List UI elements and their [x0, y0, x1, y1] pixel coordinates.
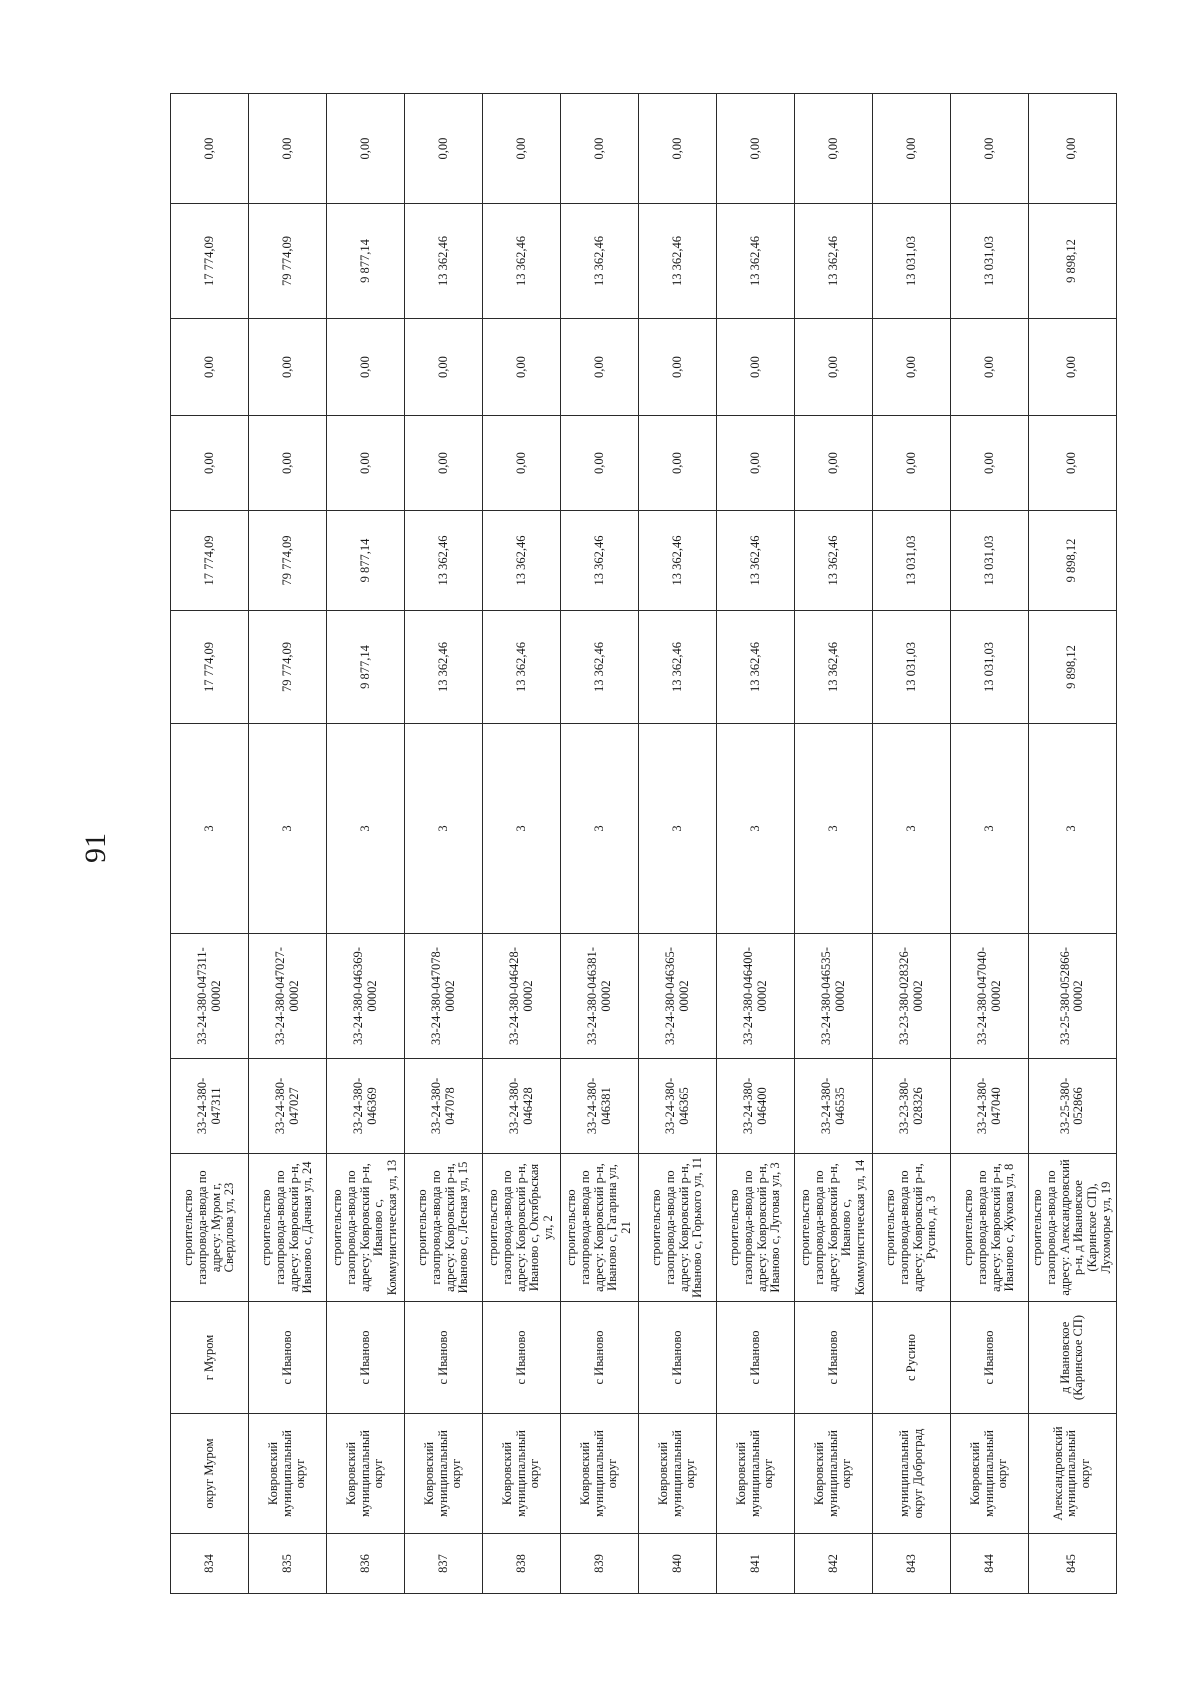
amount-e-cell: 13 031,03: [873, 204, 951, 319]
category-cell: 3: [327, 724, 405, 934]
amount-c-cell: 0,00: [483, 416, 561, 511]
category-cell: 3: [561, 724, 639, 934]
amount-c-cell: 0,00: [873, 416, 951, 511]
amount-funded-cell: 9 898,12: [1029, 511, 1117, 611]
amount-total-cell: 9 877,14: [327, 611, 405, 724]
locality-cell: с Иваново: [405, 1302, 483, 1414]
category-cell: 3: [873, 724, 951, 934]
amount-funded-cell: 13 362,46: [561, 511, 639, 611]
row-number-cell: 838: [483, 1534, 561, 1594]
cadastral-number-cell: 33-24-380-046365: [639, 1059, 717, 1154]
locality-cell: г Муром: [171, 1302, 249, 1414]
amount-d-cell: 0,00: [405, 319, 483, 416]
district-cell: Ковровский муниципальный округ: [249, 1414, 327, 1534]
amount-funded-cell: 13 362,46: [717, 511, 795, 611]
amount-f-cell: 0,00: [171, 94, 249, 204]
object-id-cell: 33-24-380-046365-00002: [639, 934, 717, 1059]
object-id-cell: 33-24-380-047027-00002: [249, 934, 327, 1059]
amount-e-cell: 79 774,09: [249, 204, 327, 319]
category-cell: 3: [405, 724, 483, 934]
amount-f-cell: 0,00: [249, 94, 327, 204]
district-cell: Ковровский муниципальный округ: [717, 1414, 795, 1534]
amount-f-cell: 0,00: [873, 94, 951, 204]
cadastral-number-cell: 33-23-380-028326: [873, 1059, 951, 1154]
object-id-cell: 33-24-380-047311-00002: [171, 934, 249, 1059]
cadastral-number-cell: 33-24-380-046428: [483, 1059, 561, 1154]
amount-total-cell: 13 031,03: [951, 611, 1029, 724]
amount-funded-cell: 13 362,46: [639, 511, 717, 611]
cadastral-number-cell: 33-24-380-046535: [795, 1059, 873, 1154]
amount-c-cell: 0,00: [795, 416, 873, 511]
amount-c-cell: 0,00: [639, 416, 717, 511]
table-row: [1029, 94, 1117, 1594]
amount-d-cell: 0,00: [249, 319, 327, 416]
amount-c-cell: 0,00: [717, 416, 795, 511]
amount-c-cell: 0,00: [249, 416, 327, 511]
district-cell: Ковровский муниципальный округ: [639, 1414, 717, 1534]
amount-d-cell: 0,00: [483, 319, 561, 416]
district-cell: Ковровский муниципальный округ: [561, 1414, 639, 1534]
table-container: [170, 94, 1113, 1594]
amount-funded-cell: 17 774,09: [171, 511, 249, 611]
amount-f-cell: 0,00: [561, 94, 639, 204]
cadastral-number-cell: 33-24-380-047040: [951, 1059, 1029, 1154]
amount-e-cell: 13 362,46: [483, 204, 561, 319]
row-number-cell: 839: [561, 1534, 639, 1594]
category-cell: 3: [1029, 724, 1117, 934]
amount-c-cell: 0,00: [951, 416, 1029, 511]
table-row: [561, 94, 639, 1594]
amount-d-cell: 0,00: [951, 319, 1029, 416]
amount-e-cell: 17 774,09: [171, 204, 249, 319]
amount-d-cell: 0,00: [327, 319, 405, 416]
table-row: [639, 94, 717, 1594]
work-description-cell: строительство газопровода-ввода по адресу: Ковровский р-н, Иваново с, Лесная ул, 15: [405, 1154, 483, 1302]
district-cell: Александровский муниципальный округ: [1029, 1414, 1117, 1534]
cadastral-number-cell: 33-24-380-046381: [561, 1059, 639, 1154]
amount-funded-cell: 9 877,14: [327, 511, 405, 611]
work-description-cell: строительство газопровода-ввода по адресу: Муром г, Свердлова ул, 23: [171, 1154, 249, 1302]
cadastral-number-cell: 33-24-380-046400: [717, 1059, 795, 1154]
work-description-cell: строительство газопровода-ввода по адресу: Ковровский р-н, Иваново с, Луговая ул, 3: [717, 1154, 795, 1302]
category-cell: 3: [483, 724, 561, 934]
cadastral-number-cell: 33-25-380-052866: [1029, 1059, 1117, 1154]
amount-c-cell: 0,00: [171, 416, 249, 511]
category-cell: 3: [717, 724, 795, 934]
category-cell: 3: [171, 724, 249, 934]
amount-d-cell: 0,00: [171, 319, 249, 416]
table-row: [717, 94, 795, 1594]
category-cell: 3: [249, 724, 327, 934]
data-table: [170, 93, 1117, 1594]
cadastral-number-cell: 33-24-380-047311: [171, 1059, 249, 1154]
table-row: [873, 94, 951, 1594]
district-cell: Ковровский муниципальный округ: [795, 1414, 873, 1534]
table-row: [951, 94, 1029, 1594]
object-id-cell: 33-24-380-047040-00002: [951, 934, 1029, 1059]
work-description-cell: строительство газопровода-ввода по адресу: Ковровский р-н, Русино, д. 3: [873, 1154, 951, 1302]
amount-d-cell: 0,00: [561, 319, 639, 416]
amount-d-cell: 0,00: [873, 319, 951, 416]
amount-f-cell: 0,00: [1029, 94, 1117, 204]
district-cell: Ковровский муниципальный округ: [327, 1414, 405, 1534]
object-id-cell: 33-24-380-046400-00002: [717, 934, 795, 1059]
amount-e-cell: 9 898,12: [1029, 204, 1117, 319]
row-number-cell: 843: [873, 1534, 951, 1594]
locality-cell: с Иваново: [717, 1302, 795, 1414]
district-cell: Ковровский муниципальный округ: [951, 1414, 1029, 1534]
locality-cell: с Иваново: [327, 1302, 405, 1414]
table-row: [171, 94, 249, 1594]
work-description-cell: строительство газопровода-ввода по адресу: Ковровский р-н, Иваново с, Коммунистическая ул, 14: [795, 1154, 873, 1302]
amount-c-cell: 0,00: [327, 416, 405, 511]
category-cell: 3: [795, 724, 873, 934]
amount-e-cell: 13 362,46: [405, 204, 483, 319]
amount-d-cell: 0,00: [1029, 319, 1117, 416]
amount-e-cell: 13 362,46: [717, 204, 795, 319]
locality-cell: с Иваново: [951, 1302, 1029, 1414]
locality-cell: д Ивановское (Каринское СП): [1029, 1302, 1117, 1414]
table-row: [795, 94, 873, 1594]
table-row: [327, 94, 405, 1594]
amount-funded-cell: 13 031,03: [951, 511, 1029, 611]
amount-e-cell: 13 362,46: [639, 204, 717, 319]
amount-c-cell: 0,00: [561, 416, 639, 511]
district-cell: округ Муром: [171, 1414, 249, 1534]
category-cell: 3: [639, 724, 717, 934]
amount-funded-cell: 13 362,46: [795, 511, 873, 611]
work-description-cell: строительство газопровода-ввода по адресу: Александровский р-н, д Ивановское (Каринское СП), Лухоморье ул, 19: [1029, 1154, 1117, 1302]
district-cell: муниципальный округ Доброград: [873, 1414, 951, 1534]
work-description-cell: строительство газопровода-ввода по адресу: Ковровский р-н, Иваново с, Гагарина ул, 21: [561, 1154, 639, 1302]
object-id-cell: 33-24-380-046381-00002: [561, 934, 639, 1059]
cadastral-number-cell: 33-24-380-047078: [405, 1059, 483, 1154]
row-number-cell: 840: [639, 1534, 717, 1594]
amount-total-cell: 13 362,46: [405, 611, 483, 724]
locality-cell: с Иваново: [795, 1302, 873, 1414]
amount-total-cell: 13 031,03: [873, 611, 951, 724]
object-id-cell: 33-24-380-046535-00002: [795, 934, 873, 1059]
row-number-cell: 844: [951, 1534, 1029, 1594]
amount-total-cell: 17 774,09: [171, 611, 249, 724]
amount-total-cell: 9 898,12: [1029, 611, 1117, 724]
table-row: [405, 94, 483, 1594]
locality-cell: с Иваново: [639, 1302, 717, 1414]
amount-funded-cell: 13 031,03: [873, 511, 951, 611]
amount-total-cell: 13 362,46: [561, 611, 639, 724]
amount-funded-cell: 79 774,09: [249, 511, 327, 611]
cadastral-number-cell: 33-24-380-046369: [327, 1059, 405, 1154]
amount-f-cell: 0,00: [405, 94, 483, 204]
row-number-cell: 834: [171, 1534, 249, 1594]
district-cell: Ковровский муниципальный округ: [483, 1414, 561, 1534]
table-row: [483, 94, 561, 1594]
object-id-cell: 33-25-380-052866-00002: [1029, 934, 1117, 1059]
amount-total-cell: 13 362,46: [795, 611, 873, 724]
amount-d-cell: 0,00: [639, 319, 717, 416]
row-number-cell: 841: [717, 1534, 795, 1594]
object-id-cell: 33-23-380-028326-00002: [873, 934, 951, 1059]
page-number: 91: [79, 833, 112, 863]
row-number-cell: 842: [795, 1534, 873, 1594]
locality-cell: с Иваново: [561, 1302, 639, 1414]
work-description-cell: строительство газопровода-ввода по адресу: Ковровский р-н, Иваново с, Горького ул, 11: [639, 1154, 717, 1302]
district-cell: Ковровский муниципальный округ: [405, 1414, 483, 1534]
object-id-cell: 33-24-380-046428-00002: [483, 934, 561, 1059]
amount-d-cell: 0,00: [795, 319, 873, 416]
object-id-cell: 33-24-380-047078-00002: [405, 934, 483, 1059]
row-number-cell: 835: [249, 1534, 327, 1594]
amount-e-cell: 9 877,14: [327, 204, 405, 319]
amount-f-cell: 0,00: [795, 94, 873, 204]
amount-e-cell: 13 362,46: [561, 204, 639, 319]
row-number-cell: 836: [327, 1534, 405, 1594]
work-description-cell: строительство газопровода-ввода по адресу: Ковровский р-н, Иваново с, Коммунистическая ул, 13: [327, 1154, 405, 1302]
amount-total-cell: 13 362,46: [717, 611, 795, 724]
row-number-cell: 845: [1029, 1534, 1117, 1594]
object-id-cell: 33-24-380-046369-00002: [327, 934, 405, 1059]
work-description-cell: строительство газопровода-ввода по адресу: Ковровский р-н, Иваново с, Жукова ул, 8: [951, 1154, 1029, 1302]
amount-d-cell: 0,00: [717, 319, 795, 416]
amount-f-cell: 0,00: [951, 94, 1029, 204]
locality-cell: с Русино: [873, 1302, 951, 1414]
amount-total-cell: 79 774,09: [249, 611, 327, 724]
work-description-cell: строительство газопровода-ввода по адресу: Ковровский р-н, Иваново с, Дачная ул, 24: [249, 1154, 327, 1302]
amount-funded-cell: 13 362,46: [405, 511, 483, 611]
cadastral-number-cell: 33-24-380-047027: [249, 1059, 327, 1154]
amount-e-cell: 13 362,46: [795, 204, 873, 319]
category-cell: 3: [951, 724, 1029, 934]
table-row: [249, 94, 327, 1594]
amount-c-cell: 0,00: [405, 416, 483, 511]
amount-funded-cell: 13 362,46: [483, 511, 561, 611]
row-number-cell: 837: [405, 1534, 483, 1594]
amount-total-cell: 13 362,46: [483, 611, 561, 724]
locality-cell: с Иваново: [249, 1302, 327, 1414]
amount-f-cell: 0,00: [327, 94, 405, 204]
amount-c-cell: 0,00: [1029, 416, 1117, 511]
work-description-cell: строительство газопровода-ввода по адресу: Ковровский р-н, Иваново с, Октябрьская ул, 2: [483, 1154, 561, 1302]
amount-f-cell: 0,00: [717, 94, 795, 204]
amount-f-cell: 0,00: [639, 94, 717, 204]
amount-total-cell: 13 362,46: [639, 611, 717, 724]
locality-cell: с Иваново: [483, 1302, 561, 1414]
amount-e-cell: 13 031,03: [951, 204, 1029, 319]
amount-f-cell: 0,00: [483, 94, 561, 204]
